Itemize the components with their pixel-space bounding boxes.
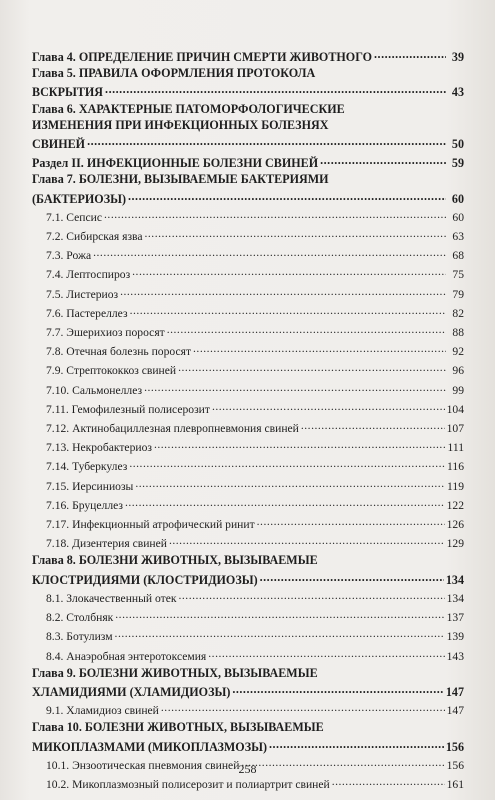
toc-entry-title: ВСКРЫТИЯ bbox=[32, 85, 104, 100]
toc-entry-title-line: Глава 5. ПРАВИЛА ОФОРМЛЕНИЯ ПРОТОКОЛА bbox=[32, 66, 316, 81]
toc-entry-title: 7.16. Бруцеллез bbox=[46, 498, 123, 512]
toc-section-entry bbox=[32, 437, 464, 456]
dot-leader bbox=[374, 46, 446, 62]
toc-page-number: 39 bbox=[451, 50, 464, 64]
toc-entry-title: 7.15. Иерсиниозы bbox=[46, 479, 134, 493]
toc-page-number: 59 bbox=[451, 156, 464, 171]
toc-entry-row bbox=[32, 736, 464, 755]
toc-page-number: 68 bbox=[452, 249, 464, 263]
toc-entry-row bbox=[32, 514, 464, 533]
toc-page-number: 134 bbox=[446, 591, 464, 605]
toc-section-entry bbox=[32, 360, 464, 379]
toc-entry-title: 7.2. Сибирская язва bbox=[46, 230, 143, 244]
toc-page-number: 134 bbox=[445, 572, 464, 587]
dot-leader bbox=[128, 188, 446, 204]
dot-leader bbox=[145, 226, 447, 242]
toc-section-entry bbox=[32, 588, 464, 607]
toc-chapter-entry bbox=[32, 46, 464, 65]
dot-leader bbox=[269, 736, 444, 752]
toc-entry-title: 10.2. Микоплазмозный полисерозит и полиартрит свиней bbox=[46, 777, 330, 791]
toc-page-number: 147 bbox=[446, 704, 464, 718]
toc-entry-title: 7.6. Пастереллез bbox=[46, 306, 128, 320]
toc-entry-row bbox=[32, 245, 464, 264]
toc-section-entry bbox=[32, 245, 464, 264]
toc-chapter-entry bbox=[32, 101, 464, 153]
dot-leader bbox=[169, 533, 445, 549]
toc-entry-title-line: Глава 7. БОЛЕЗНИ, ВЫЗЫВАЕМЫЕ БАКТЕРИЯМИ bbox=[32, 172, 329, 187]
toc-entry-title: 7.5. Листериоз bbox=[46, 287, 119, 301]
toc-entry-title: 8.3. Ботулизм bbox=[46, 630, 113, 644]
toc-section-entry bbox=[32, 646, 464, 665]
dot-leader bbox=[93, 245, 446, 261]
dot-leader bbox=[179, 588, 445, 604]
toc-entry-title: 7.1. Сепсис bbox=[46, 210, 103, 224]
toc-chapter-entry bbox=[32, 552, 464, 587]
dot-leader bbox=[130, 303, 446, 319]
toc-entry-row bbox=[32, 533, 464, 552]
dot-leader bbox=[167, 322, 446, 338]
toc-entry-title-line: Глава 6. ХАРАКТЕРНЫЕ ПАТОМОРФОЛОГИЧЕСКИЕ bbox=[32, 101, 345, 116]
toc-entry-row bbox=[32, 588, 464, 607]
dot-leader bbox=[320, 152, 446, 168]
toc-chapter-entry bbox=[32, 665, 464, 700]
toc-entry-row bbox=[32, 284, 464, 303]
toc-entry-title-line: Глава 10. БОЛЕЗНИ ЖИВОТНЫХ, ВЫЗЫВАЕМЫЕ bbox=[32, 720, 324, 735]
toc-page-number: 137 bbox=[446, 611, 464, 625]
toc-entry-row bbox=[32, 569, 464, 588]
dot-leader bbox=[161, 700, 445, 716]
toc-section-entry bbox=[32, 341, 464, 360]
table-of-contents bbox=[32, 46, 464, 793]
toc-entry-title: Раздел II. ИНФЕКЦИОННЫЕ БОЛЕЗНИ СВИНЕЙ bbox=[32, 156, 319, 171]
toc-entry-row bbox=[32, 380, 464, 399]
toc-page-number: 119 bbox=[447, 479, 464, 493]
dot-leader bbox=[120, 284, 446, 300]
toc-page-number: 129 bbox=[446, 537, 464, 551]
toc-section-entry bbox=[32, 607, 464, 626]
dot-leader bbox=[115, 607, 444, 623]
dot-leader bbox=[232, 681, 444, 697]
toc-page-number: 63 bbox=[452, 230, 464, 244]
toc-entry-row bbox=[32, 152, 464, 171]
toc-entry-title: 7.11. Гемофилезный полисерозит bbox=[46, 402, 210, 416]
toc-entry-title: 7.14. Туберкулез bbox=[46, 460, 128, 474]
toc-entry-row bbox=[32, 418, 464, 437]
toc-page-number: 107 bbox=[446, 422, 464, 436]
toc-entry-title: 7.10. Сальмонеллез bbox=[46, 383, 143, 397]
toc-entry-row bbox=[32, 133, 464, 152]
toc-entry-row bbox=[32, 303, 464, 322]
toc-page-number: 122 bbox=[446, 498, 464, 512]
toc-entry-title: СВИНЕЙ bbox=[32, 137, 86, 152]
toc-section-entry bbox=[32, 399, 464, 418]
toc-entry-title: 7.12. Актинобациллезная плевропневмония свиней bbox=[46, 422, 299, 436]
dot-leader bbox=[104, 207, 446, 223]
dot-leader bbox=[115, 626, 445, 642]
toc-entry-row bbox=[32, 681, 464, 700]
toc-page-number: 156 bbox=[446, 758, 464, 772]
toc-page-number: 50 bbox=[451, 137, 464, 152]
toc-entry-title-line: Глава 9. БОЛЕЗНИ ЖИВОТНЫХ, ВЫЗЫВАЕМЫЕ bbox=[32, 665, 318, 680]
toc-entry-row bbox=[32, 646, 464, 665]
toc-section-entry bbox=[32, 284, 464, 303]
toc-entry-title-line: ИЗМЕНЕНИЯ ПРИ ИНФЕКЦИОННЫХ БОЛЕЗНЯХ bbox=[32, 117, 329, 132]
toc-section-entry bbox=[32, 264, 464, 283]
toc-chapter-entry bbox=[32, 719, 464, 754]
dot-leader bbox=[125, 495, 445, 511]
toc-page-number: 88 bbox=[452, 326, 464, 340]
toc-section-entry bbox=[32, 476, 464, 495]
toc-entry-row bbox=[32, 360, 464, 379]
dot-leader bbox=[144, 380, 446, 396]
toc-entry-row bbox=[32, 626, 464, 645]
toc-chapter-entry bbox=[32, 152, 464, 171]
toc-page-number: 75 bbox=[452, 268, 464, 282]
toc-entry-row bbox=[32, 264, 464, 283]
toc-page-number: 116 bbox=[447, 460, 464, 474]
toc-section-entry bbox=[32, 700, 464, 719]
dot-leader bbox=[135, 476, 445, 492]
toc-entry-row bbox=[32, 188, 464, 207]
toc-section-entry bbox=[32, 380, 464, 399]
toc-entry-title: ХЛАМИДИЯМИ (ХЛАМИДИОЗЫ) bbox=[32, 684, 231, 699]
toc-entry-row bbox=[32, 437, 464, 456]
toc-entry-title: 7.17. Инфекционный атрофический ринит bbox=[46, 518, 255, 532]
toc-page-number: 143 bbox=[446, 649, 464, 663]
dot-leader bbox=[193, 341, 446, 357]
toc-entry-row bbox=[32, 456, 464, 475]
toc-chapter-entry bbox=[32, 65, 464, 100]
dot-leader bbox=[154, 437, 446, 453]
toc-page-number: 79 bbox=[452, 287, 464, 301]
toc-page-number: 156 bbox=[445, 739, 464, 754]
toc-page-number: 82 bbox=[452, 306, 464, 320]
toc-entry-title: 7.7. Эшерихиоз поросят bbox=[46, 326, 165, 340]
toc-entry-row bbox=[32, 700, 464, 719]
toc-page-number: 99 bbox=[452, 383, 464, 397]
page-number: 258 bbox=[238, 762, 257, 776]
toc-section-entry bbox=[32, 418, 464, 437]
toc-entry-row bbox=[32, 46, 464, 65]
toc-entry-title-line: Глава 8. БОЛЕЗНИ ЖИВОТНЫХ, ВЫЗЫВАЕМЫЕ bbox=[32, 553, 318, 568]
toc-page-number: 139 bbox=[446, 630, 464, 644]
toc-entry-row bbox=[32, 226, 464, 245]
toc-section-entry bbox=[32, 533, 464, 552]
toc-page-number: 147 bbox=[445, 684, 464, 699]
dot-leader bbox=[208, 646, 444, 662]
toc-entry-row bbox=[32, 476, 464, 495]
toc-chapter-entry bbox=[32, 171, 464, 206]
toc-section-entry bbox=[32, 322, 464, 341]
dot-leader bbox=[257, 514, 445, 530]
dot-leader bbox=[178, 360, 446, 376]
toc-page-number: 43 bbox=[451, 85, 464, 100]
dot-leader bbox=[87, 133, 446, 149]
toc-entry-title: 8.4. Анаэробная энтеротоксемия bbox=[46, 649, 207, 663]
toc-section-entry bbox=[32, 207, 464, 226]
toc-page-number: 104 bbox=[446, 402, 464, 416]
toc-entry-title: Глава 4. ОПРЕДЕЛЕНИЕ ПРИЧИН СМЕРТИ ЖИВОТНОГО bbox=[32, 50, 373, 64]
toc-entry-title: 7.9. Стрептококкоз свиней bbox=[46, 364, 177, 378]
toc-page-number: 60 bbox=[451, 191, 464, 206]
toc-section-entry bbox=[32, 626, 464, 645]
toc-entry-title: КЛОСТРИДИЯМИ (КЛОСТРИДИОЗЫ) bbox=[32, 572, 258, 587]
toc-section-entry bbox=[32, 226, 464, 245]
toc-page-number: 96 bbox=[452, 364, 464, 378]
toc-entry-title: 7.8. Отечная болезнь поросят bbox=[46, 345, 192, 359]
toc-section-entry bbox=[32, 303, 464, 322]
toc-page-number: 126 bbox=[446, 518, 464, 532]
toc-section-entry bbox=[32, 456, 464, 475]
toc-section-entry bbox=[32, 495, 464, 514]
toc-entry-row bbox=[32, 495, 464, 514]
toc-entry-title: 8.1. Злокачественный отек bbox=[46, 591, 177, 605]
dot-leader bbox=[129, 456, 445, 472]
toc-page-number: 60 bbox=[452, 210, 464, 224]
toc-entry-row bbox=[32, 81, 464, 100]
toc-entry-title: 7.13. Некробактериоз bbox=[46, 441, 152, 455]
dot-leader bbox=[105, 81, 446, 97]
toc-section-entry bbox=[32, 514, 464, 533]
toc-page-number: 111 bbox=[447, 441, 464, 455]
toc-entry-row bbox=[32, 322, 464, 341]
dot-leader bbox=[132, 264, 446, 280]
toc-entry-title: 7.3. Рожа bbox=[46, 249, 92, 263]
toc-entry-row bbox=[32, 341, 464, 360]
toc-entry-title: 7.4. Лептоспироз bbox=[46, 268, 131, 282]
dot-leader bbox=[301, 418, 445, 434]
dot-leader bbox=[260, 569, 444, 585]
toc-entry-row bbox=[32, 399, 464, 418]
toc-entry-row bbox=[32, 607, 464, 626]
toc-entry-title: 7.18. Дизентерия свиней bbox=[46, 537, 167, 551]
toc-entry-title: (БАКТЕРИОЗЫ) bbox=[32, 191, 126, 206]
toc-entry-row bbox=[32, 207, 464, 226]
toc-page-number: 92 bbox=[452, 345, 464, 359]
toc-entry-title: 9.1. Хламидиоз свиней bbox=[46, 704, 159, 718]
toc-page-number: 161 bbox=[446, 777, 464, 791]
dot-leader bbox=[212, 399, 445, 415]
toc-entry-title: 10.1. Энзоотическая пневмония свиней bbox=[46, 758, 240, 772]
toc-entry-title: МИКОПЛАЗМАМИ (МИКОПЛАЗМОЗЫ) bbox=[32, 739, 267, 754]
toc-entry-title: 8.2. Столбняк bbox=[46, 611, 114, 625]
